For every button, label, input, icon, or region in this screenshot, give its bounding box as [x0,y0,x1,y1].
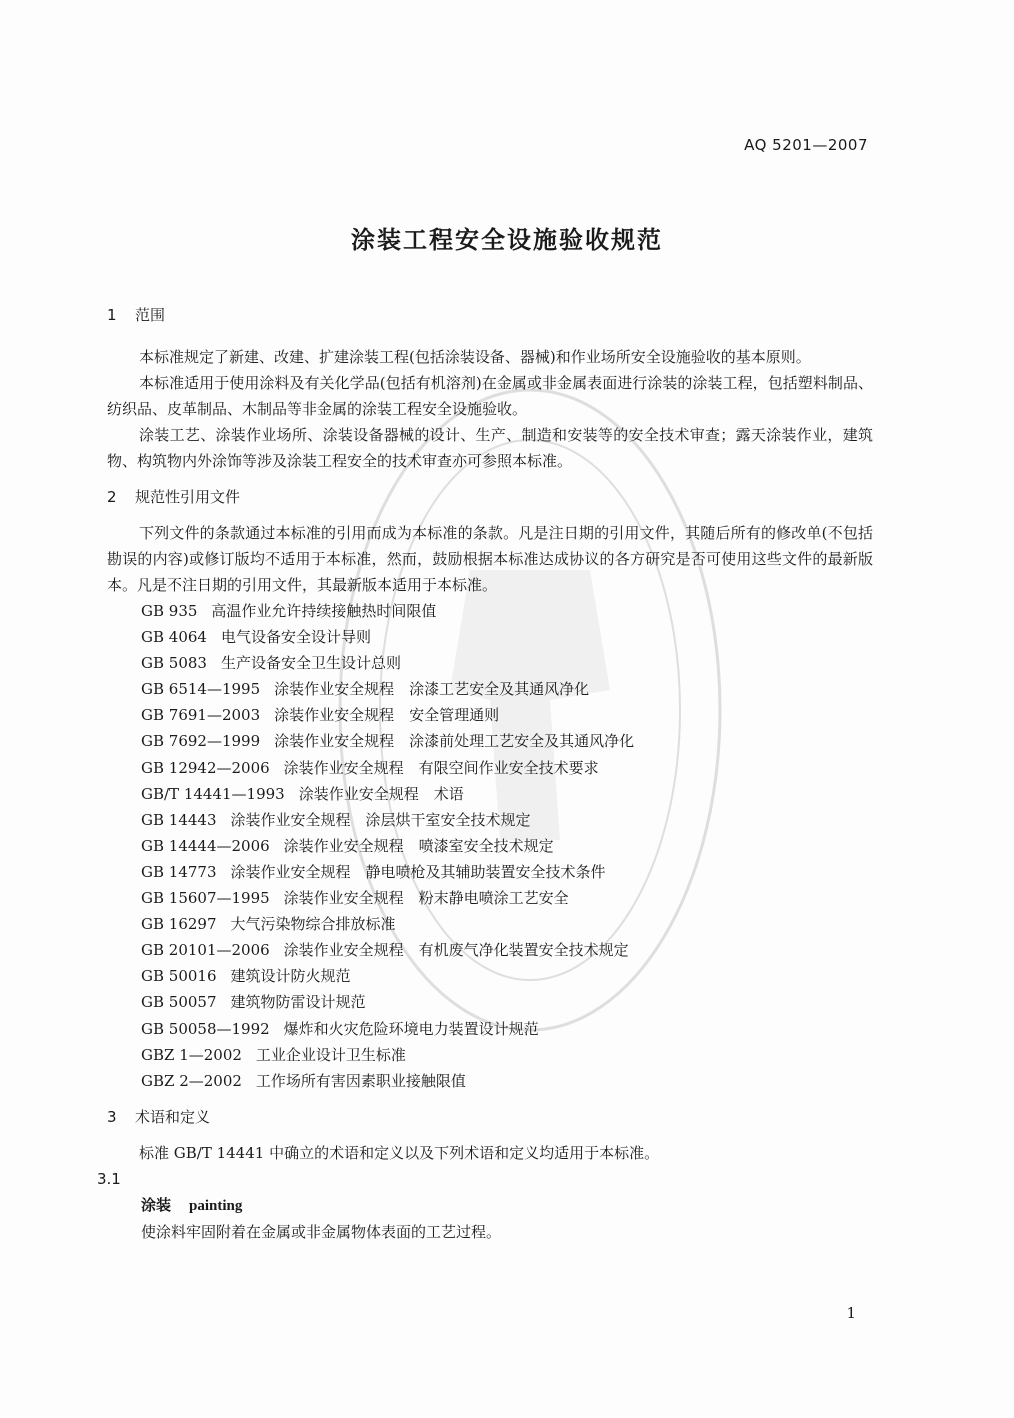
reference-code: GBZ 2—2002 [141,1071,242,1090]
reference-code: GB 50016 [141,967,217,986]
section-number: 1 [107,306,117,324]
paragraph: 标准 GB/T 14441 中确立的术语和定义以及下列术语和定义均适用于本标准。 [139,1143,660,1162]
reference-item [141,833,873,859]
reference-item [141,1042,873,1068]
reference-item [141,728,873,754]
reference-title: 涂装作业安全规程 有限空间作业安全技术要求 [283,758,599,777]
term-entry [107,1192,873,1219]
reference-title: 电气设备安全设计导则 [220,628,371,647]
section-1-heading [107,302,873,328]
reference-title: 涂装作业安全规程 术语 [298,784,464,803]
paragraph: 本标准规定了新建、改建、扩建涂装工程(包括涂装设备、器械)和作业场所安全设施验收的基本原则。 [139,348,811,366]
reference-item [141,963,873,989]
section-title: 术语和定义 [135,1107,211,1126]
reference-title: 爆炸和火灾危险环境电力装置设计规范 [283,1019,539,1038]
document-title: 涂装工程安全设施验收规范 [351,226,663,254]
paragraph: 下列文件的条款通过本标准的引用而成为本标准的条款。凡是注日期的引用文件，其随后所有的修改单(不包括勘误的内容)或修订版均不适用于本标准，然而，鼓励根据本标准达成协议的各方研究是否可使用这些文件的最新版本。凡是不注日期的引用文件，其最新版本适用于本标准。 [107,524,873,594]
reference-title: 大气污染物综合排放标准 [230,915,396,934]
reference-item [141,1068,873,1094]
page-number: 1 [846,1304,856,1322]
section-2-heading [107,484,873,510]
section-number: 2 [107,488,117,506]
reference-title: 高温作业允许持续接触热时间限值 [211,602,437,620]
reference-title: 涂装作业安全规程 涂漆前处理工艺安全及其通风净化 [274,732,635,751]
section-title: 规范性引用文件 [135,488,241,506]
reference-item [141,598,873,624]
paragraph: 涂装工艺、涂装作业场所、涂装设备器械的设计、生产、制造和安装等的安全技术审查；露天涂装作业，建筑物、构筑物内外涂饰等涉及涂装工程安全的技术审查亦可参照本标准。 [107,426,873,470]
reference-code: GBZ 1—2002 [141,1045,242,1064]
reference-code: GB 50058—1992 [141,1019,270,1038]
reference-title: 涂装作业安全规程 涂漆工艺安全及其通风净化 [274,680,590,699]
reference-item [141,650,873,676]
reference-code: GB 16297 [141,915,217,934]
term-definition: 使涂料牢固附着在金属或非金属物体表面的工艺过程。 [141,1222,502,1241]
reference-title: 涂装作业安全规程 安全管理通则 [274,706,500,725]
reference-title: 工业企业设计卫生标准 [255,1045,406,1064]
reference-code: GB 935 [141,602,198,620]
paragraph: 本标准适用于使用涂料及有关化学品(包括有机溶剂)在金属或非金属表面进行涂装的涂装工程，包括塑料制品、纺织品、皮革制品、木制品等非金属的涂装工程安全设施验收。 [107,374,873,418]
reference-item [141,702,873,728]
reference-item [141,807,873,833]
reference-item [141,885,873,911]
section-number: 3 [107,1107,117,1126]
reference-title: 涂装作业安全规程 有机废气净化装置安全技术规定 [283,941,629,960]
reference-item [141,781,873,807]
document-body [97,302,873,1245]
reference-list [107,598,873,1094]
reference-code: GB/T 14441—1993 [141,784,285,803]
section-3-heading [107,1104,873,1130]
reference-code: GB 7692—1999 [141,732,261,751]
term-english: painting [189,1197,243,1214]
standard-code: AQ 5201—2007 [744,136,868,154]
reference-title: 涂装作业安全规程 粉末静电喷涂工艺安全 [283,889,569,908]
reference-code: GB 7691—2003 [141,706,261,725]
reference-item [141,624,873,650]
reference-item [141,755,873,781]
reference-item [141,989,873,1015]
reference-item [141,676,873,702]
reference-code: GB 12942—2006 [141,758,270,777]
reference-code: GB 6514—1995 [141,680,261,699]
reference-title: 建筑物防雷设计规范 [230,993,366,1012]
section-title: 范围 [135,306,166,324]
reference-code: GB 5083 [141,654,207,673]
reference-title: 涂装作业安全规程 静电喷枪及其辅助装置安全技术条件 [230,862,606,881]
reference-title: 生产设备安全卫生设计总则 [220,654,401,673]
reference-code: GB 4064 [141,628,207,647]
reference-code: GB 50057 [141,993,217,1012]
reference-item [141,859,873,885]
term-chinese: 涂装 [141,1195,172,1214]
reference-code: GB 15607—1995 [141,889,270,908]
reference-title: 工作场所有害因素职业接触限值 [255,1071,466,1090]
reference-item [141,911,873,937]
reference-code: GB 14444—2006 [141,836,270,855]
reference-code: GB 14773 [141,862,217,881]
reference-item [141,937,873,963]
reference-code: GB 20101—2006 [141,941,270,960]
reference-item [141,1016,873,1042]
reference-title: 涂装作业安全规程 喷漆室安全技术规定 [283,836,554,855]
reference-title: 涂装作业安全规程 涂层烘干室安全技术规定 [230,810,531,829]
reference-code: GB 14443 [141,810,217,829]
subsection-number: 3.1 [97,1169,121,1188]
reference-title: 建筑设计防火规范 [230,967,351,986]
